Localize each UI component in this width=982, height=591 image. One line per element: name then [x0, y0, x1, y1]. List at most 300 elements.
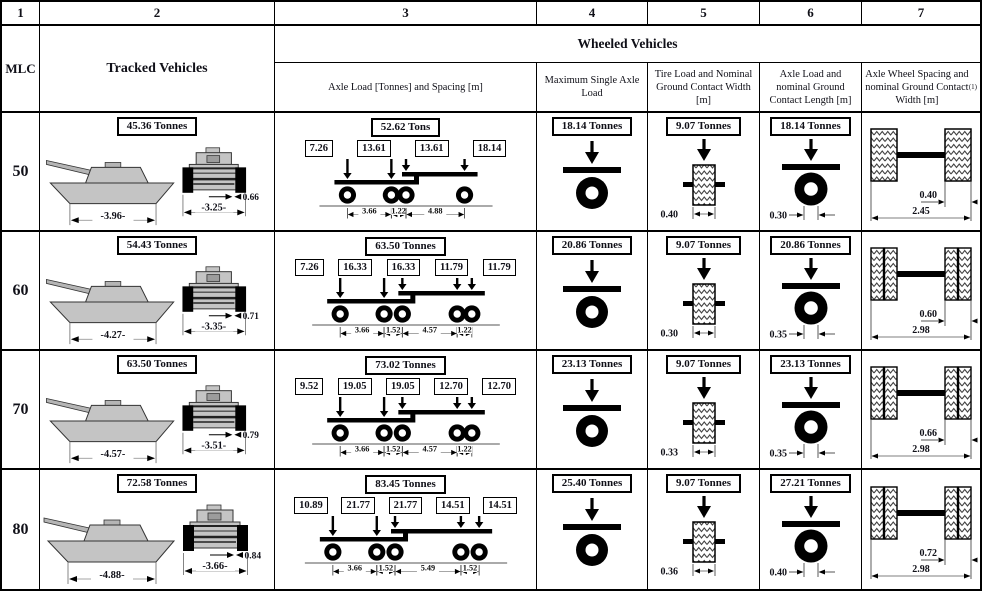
tire-load-cell [648, 351, 760, 468]
column-number-3: 3 [275, 2, 537, 26]
beam-step [414, 172, 419, 185]
header-tracked-vehicles: Tracked Vehicles [40, 26, 275, 111]
header-tire-load-contact-width: Tire Load and Nominal Ground Contact Width [m] [648, 63, 760, 111]
axle-bar [782, 402, 840, 408]
turret-hatch [105, 281, 121, 286]
tracked-vehicle-cell [40, 113, 275, 230]
wheel-spacing-cell [862, 470, 980, 589]
axle-load-value: 11.79 [435, 259, 468, 276]
tank-diagram [42, 138, 273, 230]
mlc-cell [2, 351, 40, 468]
axle-load-boxes [281, 497, 531, 514]
axle-load-value: 13.61 [415, 140, 449, 157]
wheel-hub [336, 429, 343, 436]
header-axle-wheel-spacing [862, 63, 980, 111]
dim-arrow-head [385, 212, 391, 217]
turret-hatch [105, 400, 121, 405]
dim-arrow-head [183, 328, 190, 334]
dim-arrow-head [964, 573, 971, 578]
axle-spacing-value: 1.22 [456, 444, 472, 454]
max-axle-load-box: 18.14 Tonnes [552, 117, 633, 136]
gun-barrel [44, 518, 94, 534]
axle-spacing-value: 1.52 [462, 563, 477, 573]
max-axle-load-box: 20.86 Tonnes [552, 236, 633, 255]
dim-arrow-head [395, 569, 401, 574]
track-width-arrow-head [234, 194, 241, 200]
axle-stub [715, 539, 725, 544]
wheel-hub [453, 310, 460, 317]
dim-arrow-head [818, 213, 825, 218]
wheel-hub [804, 301, 818, 315]
mlc-value: 50 [12, 162, 29, 180]
dim-arrow-head [797, 332, 804, 337]
track-width-arrow-head [227, 552, 234, 558]
axle-contact-length-cell [760, 351, 862, 468]
wheel-hub [468, 429, 475, 436]
wheel-hub [343, 191, 350, 198]
footnote-marker: (1) [968, 82, 977, 91]
dim-arrow-head [333, 569, 339, 574]
hull [50, 421, 173, 442]
right-dual-tire-icon [945, 248, 958, 300]
dim-arrow-head [964, 334, 971, 339]
tire-contact-diagram [652, 375, 756, 461]
axle-load-value: 21.77 [389, 497, 423, 514]
single-axle-diagram [542, 257, 642, 333]
load-arrow-head [804, 387, 818, 399]
axle-stub [715, 182, 725, 187]
axle-bar [563, 286, 621, 292]
dim-arrow-head [872, 453, 879, 458]
left-dual-tire-icon [871, 487, 884, 539]
gun-mantlet [206, 275, 219, 282]
load-arrow-head [697, 387, 711, 399]
tracked-weight-box: 72.58 Tonnes [117, 474, 198, 493]
wheel-hub [586, 544, 599, 557]
axle-load-boxes [281, 378, 531, 395]
load-arrow-head [390, 522, 398, 528]
track-width-label: 0.84 [244, 551, 261, 562]
dim-arrow-head [708, 450, 714, 455]
wheel-spacing-label: 2.98 [912, 443, 930, 455]
track-width-label: 0.66 [242, 193, 259, 204]
axle-load-box: 20.86 Tonnes [770, 236, 851, 255]
tracked-weight-box: 63.50 Tonnes [117, 355, 198, 374]
axle-load-spacing-cell [275, 470, 537, 589]
turret [85, 405, 148, 421]
vehicle-length-label: -3.96- [100, 211, 125, 223]
dim-arrow-head [402, 331, 408, 336]
ground-contact-width-label: 0.66 [919, 427, 937, 439]
table-body [2, 113, 980, 589]
beam-step [410, 291, 415, 304]
axle-bar [897, 152, 945, 158]
header-axle-load-contact-length: Axle Load and nominal Ground Contact Length [m] [760, 63, 862, 111]
dim-arrow-head [939, 557, 945, 562]
track-width-arrow-head [234, 432, 241, 438]
tank-diagram [42, 257, 273, 349]
axle-load-value: 16.33 [338, 259, 372, 276]
tank-side-view [46, 399, 173, 464]
vehicle-width-label: -3.51- [200, 440, 226, 452]
wheel-spacing-cell [862, 113, 980, 230]
dim-arrow-head [147, 217, 155, 223]
axle-stub [715, 420, 725, 425]
dim-arrow-head [972, 318, 978, 323]
tire-icon [693, 165, 715, 205]
axle-spacing-value: 3.66 [361, 206, 377, 216]
axle-contact-length-cell [760, 113, 862, 230]
wheel-hub [804, 182, 818, 196]
axle-stub [683, 539, 693, 544]
load-arrow-head [452, 284, 460, 290]
tracked-vehicle-cell [40, 351, 275, 468]
ground-contact-width-label: 0.40 [919, 189, 937, 201]
tank-side-view [46, 280, 173, 345]
dim-arrow-head [818, 451, 825, 456]
max-single-axle-cell [537, 470, 648, 589]
table-row [2, 113, 980, 232]
axle-spacing-value: 4.57 [421, 325, 437, 335]
vehicle-width-label: -3.66- [201, 561, 228, 572]
dim-arrow-head [797, 213, 804, 218]
axle-stub [683, 182, 693, 187]
wheel-hub [586, 187, 599, 200]
track-width-arrow-head [225, 194, 232, 200]
header-wheeled-vehicles: Wheeled Vehicles [275, 26, 980, 63]
axle-spacing-value: 3.66 [354, 444, 369, 454]
axle-contact-diagram [763, 256, 859, 344]
tire-load-cell [648, 232, 760, 349]
dim-arrow-head [818, 570, 825, 575]
mlc-cell [2, 470, 40, 589]
contact-length-label: 0.30 [769, 210, 787, 222]
dim-arrow-head [239, 568, 247, 574]
axle-load-spacing-cell [275, 113, 537, 230]
load-arrow-head [398, 284, 406, 290]
tire-load-cell [648, 470, 760, 589]
wheel-spacing-diagram [863, 236, 979, 346]
tank-front-view [182, 267, 259, 336]
left-dual-tire-icon [885, 487, 898, 539]
dim-arrow-head [694, 569, 700, 574]
wheel-spacing-diagram [863, 355, 979, 465]
load-arrow-head [379, 292, 387, 298]
tank-front-view [183, 505, 261, 575]
dim-arrow-head [70, 336, 78, 342]
wheel-spacing-diagram [863, 475, 979, 585]
lower-hull [186, 531, 244, 548]
wheel-hub [380, 310, 387, 317]
load-arrow-head [328, 530, 336, 536]
wheel-hub [804, 420, 818, 434]
axle-contact-diagram [763, 494, 859, 582]
axle-contact-diagram [763, 375, 859, 463]
dim-arrow-head [694, 331, 700, 336]
axle-spacing-diagram [286, 396, 526, 458]
wheel-hub [329, 548, 336, 555]
left-track [183, 525, 194, 551]
load-arrow-head [387, 173, 395, 179]
dim-arrow-head [454, 569, 460, 574]
vehicle-length-label: -4.57- [100, 449, 125, 461]
tank-front-view [182, 386, 259, 455]
axle-spacing-diagram [286, 158, 526, 220]
dim-arrow-head [708, 569, 714, 574]
axle-spacing-value: 4.57 [421, 444, 437, 454]
right-dual-tire-icon [945, 487, 958, 539]
turret-hatch [104, 520, 120, 525]
load-arrow-head [456, 522, 464, 528]
lower-hull [185, 411, 242, 428]
right-dual-tire-icon [959, 248, 972, 300]
axle-load-value: 16.33 [387, 259, 421, 276]
tire-load-box: 9.07 Tonnes [666, 474, 741, 493]
wheel-hub [398, 310, 405, 317]
beam-step [403, 529, 408, 542]
dim-arrow-head [694, 212, 700, 217]
load-arrow-head [401, 165, 409, 171]
right-tire-icon [945, 129, 971, 181]
tire-contact-width-label: 0.33 [660, 447, 678, 459]
wheel-spacing-label: 2.45 [912, 205, 930, 217]
tire-contact-diagram [652, 256, 756, 342]
load-arrow-head [398, 403, 406, 409]
tracked-vehicle-cell [40, 470, 275, 589]
column-number-6: 6 [760, 2, 862, 26]
lower-hull [185, 173, 242, 190]
load-arrow-head [452, 403, 460, 409]
max-axle-load-box: 25.40 Tonnes [552, 474, 633, 493]
max-axle-load-box: 23.13 Tonnes [552, 355, 633, 374]
mlc-value: 80 [12, 520, 29, 538]
gross-weight-box: 63.50 Tonnes [365, 237, 446, 256]
left-dual-tire-icon [885, 248, 898, 300]
beam-step [410, 410, 415, 423]
axle-load-box: 23.13 Tonnes [770, 355, 851, 374]
right-dual-tire-icon [959, 487, 972, 539]
dim-arrow-head [708, 212, 714, 217]
dim-arrow-head [797, 451, 804, 456]
turret [85, 167, 148, 183]
track-width-label: 0.79 [242, 431, 259, 442]
axle-load-spacing-cell [275, 232, 537, 349]
dim-arrow-head [797, 570, 804, 575]
axle-spacing-value: 1.22 [456, 325, 472, 335]
wheel-hub [380, 429, 387, 436]
track-width-arrow-head [234, 313, 241, 319]
axle-load-box: 18.14 Tonnes [770, 117, 851, 136]
dim-arrow-head [70, 455, 78, 461]
load-arrow-head [804, 149, 818, 161]
axle-load-value: 12.70 [434, 378, 468, 395]
wheel-hub [460, 191, 467, 198]
single-axle-diagram [542, 495, 642, 571]
dim-arrow-head [972, 199, 978, 204]
contact-length-label: 0.35 [769, 329, 787, 341]
left-track [182, 405, 193, 430]
table-row [2, 351, 980, 470]
right-track [237, 525, 248, 551]
dim-arrow-head [972, 437, 978, 442]
left-tire-icon [871, 129, 897, 181]
dim-arrow-head [972, 557, 978, 562]
tire-contact-diagram [652, 494, 756, 580]
axle-contact-diagram [763, 137, 859, 225]
right-track [235, 405, 246, 430]
axle-load-value: 7.26 [295, 259, 323, 276]
dim-arrow-head [406, 212, 412, 217]
left-dual-tire-icon [885, 367, 898, 419]
dim-arrow-head [872, 215, 879, 220]
tank-side-view [46, 161, 173, 226]
single-axle-diagram [542, 376, 642, 452]
axle-spacing-value: 1.52 [378, 563, 393, 573]
max-single-axle-cell [537, 351, 648, 468]
axle-bar [563, 405, 621, 411]
dim-arrow-head [939, 437, 945, 442]
wheel-spacing-cell [862, 351, 980, 468]
load-arrow-head [372, 530, 380, 536]
dim-arrow-head [70, 217, 78, 223]
dim-arrow-head [147, 336, 155, 342]
turret [85, 286, 148, 302]
column-number-7: 7 [862, 2, 980, 26]
header-axle-wheel-spacing-text: Axle Wheel Spacing and nominal Ground Contact Width [m] [865, 68, 969, 106]
wheel-hub [475, 548, 482, 555]
vehicle-width-label: -3.35- [200, 321, 226, 333]
axle-bar [563, 524, 621, 530]
tracked-weight-box: 54.43 Tonnes [117, 236, 198, 255]
wheel-hub [457, 548, 464, 555]
dim-arrow-head [147, 576, 155, 582]
axle-bar [782, 164, 840, 170]
tractor-beam [402, 172, 478, 177]
dim-arrow-head [378, 450, 384, 455]
axle-stub [683, 301, 693, 306]
load-arrow-head [585, 152, 599, 164]
column-number-4: 4 [537, 2, 648, 26]
dim-arrow-head [458, 212, 464, 217]
axle-bar [782, 283, 840, 289]
tire-load-box: 9.07 Tonnes [666, 355, 741, 374]
trailer-beam [327, 299, 414, 304]
load-arrow-head [697, 268, 711, 280]
hull [50, 302, 173, 323]
wheel-hub [586, 306, 599, 319]
axle-contact-length-cell [760, 470, 862, 589]
tire-icon [693, 403, 715, 443]
dim-arrow-head [939, 318, 945, 323]
load-arrow-head [697, 149, 711, 161]
dim-arrow-head [184, 568, 192, 574]
axle-load-boxes [281, 259, 531, 276]
load-arrow-head [804, 506, 818, 518]
contact-length-label: 0.40 [769, 567, 787, 579]
table-row [2, 232, 980, 351]
tracked-weight-box: 45.36 Tonnes [117, 117, 198, 136]
dim-arrow-head [872, 334, 879, 339]
axle-load-value: 18.14 [473, 140, 507, 157]
turret [84, 525, 148, 541]
wheel-hub [402, 191, 409, 198]
dim-arrow-head [183, 447, 190, 453]
axle-load-value: 14.51 [483, 497, 517, 514]
wheel-hub [804, 539, 818, 553]
load-arrow-head [335, 411, 343, 417]
axle-load-value: 10.89 [294, 497, 328, 514]
axle-bar [563, 167, 621, 173]
trailer-beam [319, 537, 406, 542]
trailer-beam [327, 418, 414, 423]
dim-arrow-head [378, 331, 384, 336]
axle-load-value: 21.77 [341, 497, 375, 514]
axle-spacing-value: 1.22 [390, 206, 406, 216]
load-arrow-head [804, 268, 818, 280]
tire-load-box: 9.07 Tonnes [666, 236, 741, 255]
hull [48, 541, 174, 562]
left-dual-tire-icon [871, 367, 884, 419]
axle-spacing-value: 1.52 [385, 325, 400, 335]
ground-contact-width-label: 0.60 [919, 308, 937, 320]
tank-front-view [182, 148, 259, 217]
wheel-hub [387, 191, 394, 198]
table-header [2, 2, 980, 113]
dim-arrow-head [402, 450, 408, 455]
right-track [235, 286, 246, 311]
tire-icon [693, 284, 715, 324]
load-arrow-head [335, 292, 343, 298]
dim-arrow-head [347, 212, 353, 217]
dim-arrow-head [964, 453, 971, 458]
axle-spacing-diagram [286, 277, 526, 339]
tire-icon [693, 522, 715, 562]
tank-diagram [42, 376, 273, 468]
axle-bar [782, 521, 840, 527]
right-track [235, 167, 246, 192]
dim-arrow-head [451, 450, 457, 455]
gun-mantlet [206, 394, 219, 401]
vehicle-length-label: -4.88- [98, 570, 125, 581]
hull [50, 183, 173, 204]
tire-load-cell [648, 113, 760, 230]
header-axle-load-spacing: Axle Load [Tonnes] and Spacing [m] [275, 63, 537, 111]
axle-load-spacing-cell [275, 351, 537, 468]
axle-bar [897, 510, 945, 516]
dim-arrow-head [451, 331, 457, 336]
axle-load-value: 12.70 [482, 378, 516, 395]
gun-mantlet [208, 513, 221, 520]
dim-arrow-head [964, 215, 971, 220]
axle-load-value: 19.05 [386, 378, 420, 395]
dim-arrow-head [939, 199, 945, 204]
single-axle-diagram [542, 138, 642, 214]
track-width-arrow-head [225, 432, 232, 438]
gun-barrel [46, 280, 95, 296]
load-arrow-head [379, 411, 387, 417]
dim-arrow-head [340, 450, 346, 455]
tank-diagram [42, 495, 273, 589]
wheel-spacing-label: 2.98 [912, 563, 930, 575]
vehicle-width-label: -3.25- [200, 202, 226, 214]
dim-arrow-head [69, 576, 77, 582]
gross-weight-box: 52.62 Tons [371, 118, 441, 137]
axle-load-value: 7.26 [305, 140, 333, 157]
wheel-spacing-label: 2.98 [912, 324, 930, 336]
tire-contact-width-label: 0.40 [660, 209, 678, 221]
wheel-hub [373, 548, 380, 555]
lower-hull [185, 292, 242, 309]
